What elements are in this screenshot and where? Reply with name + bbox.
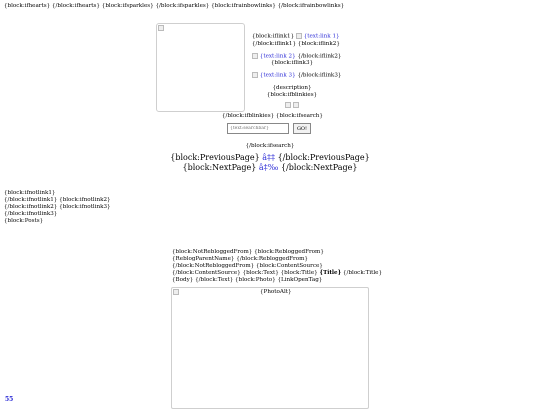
iflink3-end-tag: {/block:iflink3} bbox=[297, 72, 342, 79]
broken-image-icon bbox=[173, 289, 179, 295]
link1-icon bbox=[296, 33, 302, 39]
post-title: {Title} bbox=[319, 270, 342, 276]
pagination bbox=[170, 153, 370, 173]
link-1[interactable]: {text:link 1} bbox=[303, 33, 340, 40]
iflink2-end-tag: {/block:iflink2} bbox=[297, 53, 342, 59]
posts-tag: {block:Posts} bbox=[4, 218, 44, 224]
previous-page-tag: {block:PreviousPage} bbox=[170, 153, 260, 162]
notlink-line: {block:ifnotlink1} bbox=[4, 190, 56, 196]
iflink1-tag: {block:iflink1} bbox=[252, 33, 295, 40]
post-line: {ReblogParentName} {/block:RebloggedFrom} bbox=[172, 256, 308, 262]
notlink-line: {/block:ifnotlink1} {block:ifnotlink2} bbox=[4, 197, 111, 203]
notlinks-block bbox=[4, 190, 111, 225]
next-page-tag: {block:NextPage} bbox=[182, 163, 257, 172]
post-line: {block:NotRebloggedFrom} {block:RebloggedFrom} bbox=[172, 249, 324, 255]
blinkie-image-icon bbox=[285, 102, 291, 108]
search-block-tags: {/block:ifblinkies} {block:ifsearch} bbox=[222, 113, 323, 119]
description: {description} bbox=[272, 84, 312, 91]
post-line: {/block:ContentSource} {block:Text} {block:Title} bbox=[172, 270, 318, 276]
notlink-line: {/block:ifnotlink2} {block:ifnotlink3} bbox=[4, 204, 111, 210]
blinkie-image-icon bbox=[293, 102, 299, 108]
search-input[interactable] bbox=[227, 123, 289, 134]
sidebar-links bbox=[252, 33, 342, 109]
post-line: {/block:NotRebloggedFrom} {block:ContentSource} bbox=[172, 263, 323, 269]
link-2[interactable]: {text:link 2} bbox=[259, 53, 296, 59]
post-photo[interactable] bbox=[171, 287, 369, 409]
previous-page-end-tag: {/block:PreviousPage} bbox=[277, 153, 370, 162]
top-template-line: {block:ifhearts} {/block:ifhearts} {block:ifsparkles} {/block:ifsparkles} {block:ifrainbowlinks} {/block:ifrainbowlinks} bbox=[4, 3, 345, 9]
link3-icon bbox=[252, 72, 258, 78]
post-line: {Body} {/block:Text} {block:Photo} {LinkOpenTag} bbox=[172, 277, 323, 283]
header-image bbox=[156, 23, 245, 112]
iflink3-tag: {block:iflink3} bbox=[270, 60, 314, 66]
page-number: 55 bbox=[5, 396, 14, 403]
broken-image-icon bbox=[158, 25, 164, 31]
post-header bbox=[172, 249, 382, 284]
ifblinkies-tag: {block:ifblinkies} bbox=[266, 91, 318, 98]
link2-icon bbox=[252, 53, 258, 59]
iflink1-end-tag: {/block:iflink1} {block:iflink2} bbox=[252, 40, 340, 47]
next-page-end-tag: {/block:NextPage} bbox=[280, 163, 358, 172]
next-page-link[interactable]: â‡‰ bbox=[258, 163, 279, 172]
post-line: {/block:Title} bbox=[343, 270, 383, 276]
link-3[interactable]: {text:link 3} bbox=[259, 72, 296, 79]
search-end-tag: {/block:ifsearch} bbox=[245, 143, 295, 149]
photo-alt-text: {PhotoAlt} bbox=[260, 289, 292, 295]
notlink-line: {/block:ifnotlink3} bbox=[4, 211, 58, 217]
previous-page-link[interactable]: â‡‡ bbox=[262, 153, 276, 162]
search-go-button[interactable]: GO! bbox=[293, 123, 311, 134]
